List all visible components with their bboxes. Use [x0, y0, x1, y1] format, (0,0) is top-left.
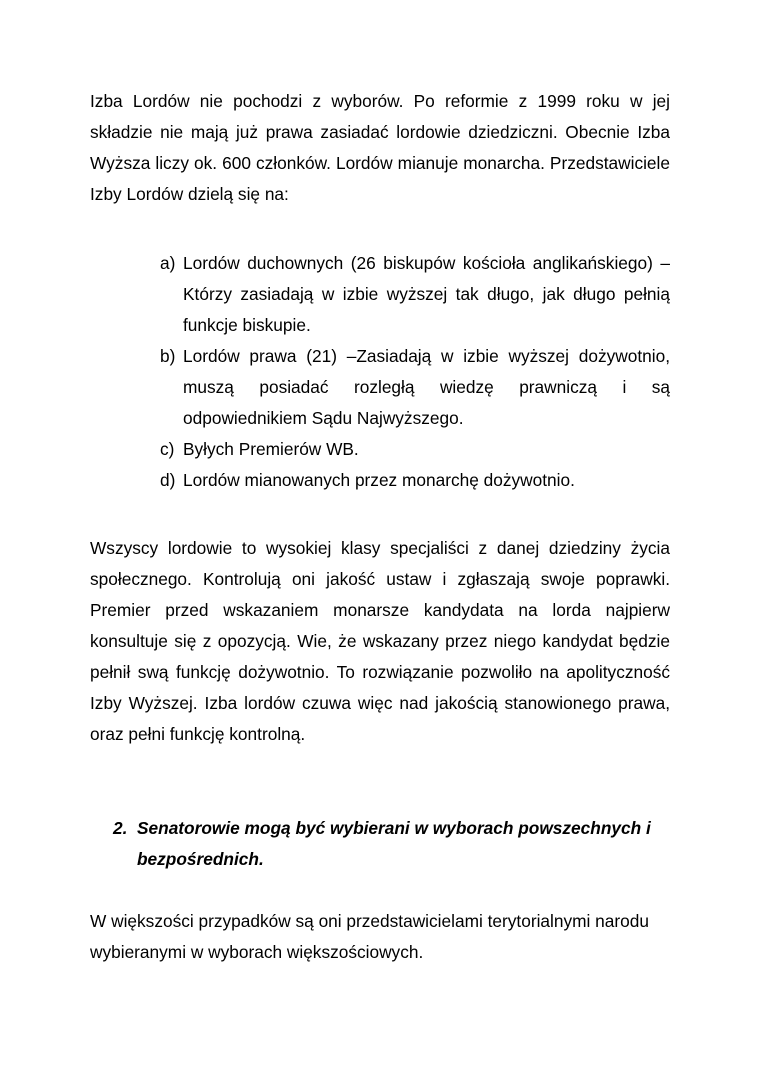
list-item-text: Lordów prawa (21) –Zasiadają w izbie wyższej dożywotnio, muszą posiadać rozległą wiedzę prawniczą i są odpowiednikiem Sądu Najwyższego. — [183, 346, 670, 428]
second-paragraph: Wszyscy lordowie to wysokiej klasy specjaliści z danej dziedziny życia społecznego. Kontrolują oni jakość ustaw i zgłaszają swoje poprawki. Premier przed wskazaniem monarsze kandydata na lorda najpierw konsultuje się z opozycją. Wie, że wskazany przez niego kandydat będzie pełnił swą funkcję dożywotnio. To rozwiązanie pozwoliło na apolityczność Izby Wyższej. Izba lordów czuwa więc nad jakością stanowionego prawa, oraz pełni funkcję kontrolną. — [90, 538, 670, 744]
lords-types-list — [90, 248, 670, 496]
list-item — [90, 434, 670, 465]
list-marker: b) — [160, 346, 176, 366]
list-marker: c) — [160, 439, 175, 459]
section-heading-text: Senatorowie mogą być wybierani w wyborach powszechnych i bezpośrednich. — [137, 818, 651, 869]
intro-paragraph: Izba Lordów nie pochodzi z wyborów. Po reformie z 1999 roku w jej składzie nie mają już prawa zasiadać lordowie dziedziczni. Obecnie Izba Wyższa liczy ok. 600 członków. Lordów mianuje monarcha. Przedstawiciele Izby Lordów dzielą się na: — [90, 91, 670, 204]
list-item-text: Lordów mianowanych przez monarchę dożywotnio. — [183, 470, 575, 490]
section-number: 2. — [113, 818, 128, 838]
list-item — [90, 341, 670, 434]
list-marker: a) — [160, 253, 176, 273]
list-item-text: Byłych Premierów WB. — [183, 439, 359, 459]
list-item-text: Lordów duchownych (26 biskupów kościoła anglikańskiego) –Którzy zasiadają w izbie wyższej tak długo, jak długo pełnią funkcje biskupie. — [183, 253, 670, 335]
list-item — [90, 248, 670, 341]
final-paragraph: W większości przypadków są oni przedstawicielami terytorialnymi narodu wybieranymi w wyborach większościowych. — [90, 911, 649, 962]
document-page — [90, 86, 670, 968]
section-heading — [90, 813, 670, 875]
list-item — [90, 465, 670, 496]
list-marker: d) — [160, 470, 176, 490]
